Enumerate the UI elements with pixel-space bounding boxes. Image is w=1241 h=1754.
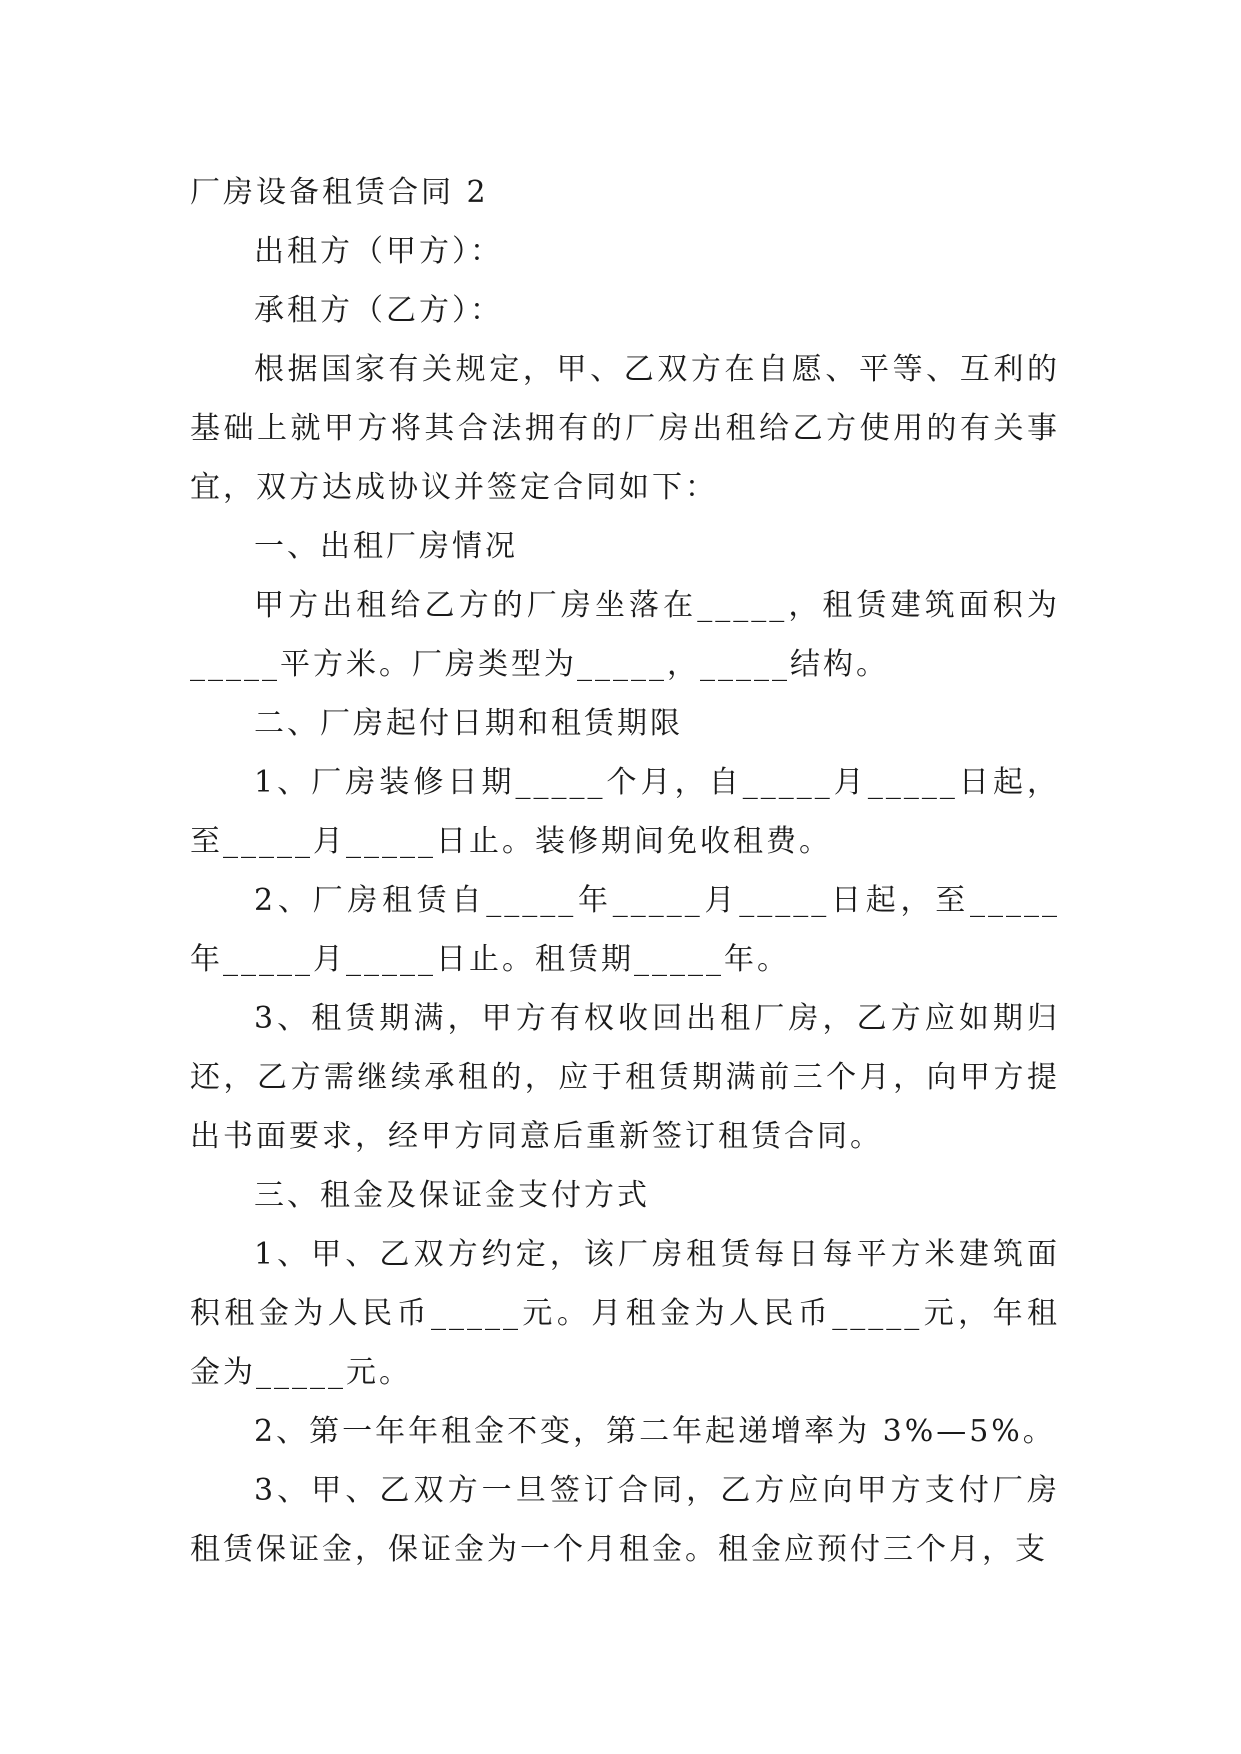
lessee-line: 承租方（乙方）： [254,293,503,328]
clause-3-2: 2、第一年年租金不变，第二年起递增率为 3%—5%。 [254,1414,1056,1449]
section-1-paragraph: 甲方出租给乙方的厂房坐落在_____，租赁建筑面积为_____平方米。厂房类型为_____，_____结构。 [190,588,1060,682]
lessor-line: 出租方（甲方）： [254,234,503,269]
document-body [190,163,1060,1579]
clause-3-3: 3、甲、乙双方一旦签订合同，乙方应向甲方支付厂房租赁保证金，保证金为一个月租金。租金应预付三个月，支 [190,1473,1060,1567]
section-heading-1: 一、出租厂房情况 [254,529,518,564]
section-heading-2: 二、厂房起付日期和租赁期限 [254,706,683,741]
clause-3-1: 1、甲、乙双方约定，该厂房租赁每日每平方米建筑面积租金为人民币_____元。月租金为人民币_____元，年租金为_____元。 [190,1237,1060,1390]
clause-2-3: 3、租赁期满，甲方有权收回出租厂房，乙方应如期归还，乙方需继续承租的，应于租赁期满前三个月，向甲方提出书面要求，经甲方同意后重新签订租赁合同。 [190,1001,1060,1154]
clause-2-1: 1、厂房装修日期_____个月，自_____月_____日起，至_____月_____日止。装修期间免收租费。 [190,765,1060,859]
section-heading-3: 三、租金及保证金支付方式 [254,1178,650,1213]
preamble-paragraph: 根据国家有关规定，甲、乙双方在自愿、平等、互利的基础上就甲方将其合法拥有的厂房出租给乙方使用的有关事宜，双方达成协议并签定合同如下： [190,352,1060,505]
clause-2-2: 2、厂房租赁自_____年_____月_____日起，至_____年_____月_____日止。租赁期_____年。 [190,883,1060,977]
document-title: 厂房设备租赁合同 2 [190,175,489,210]
